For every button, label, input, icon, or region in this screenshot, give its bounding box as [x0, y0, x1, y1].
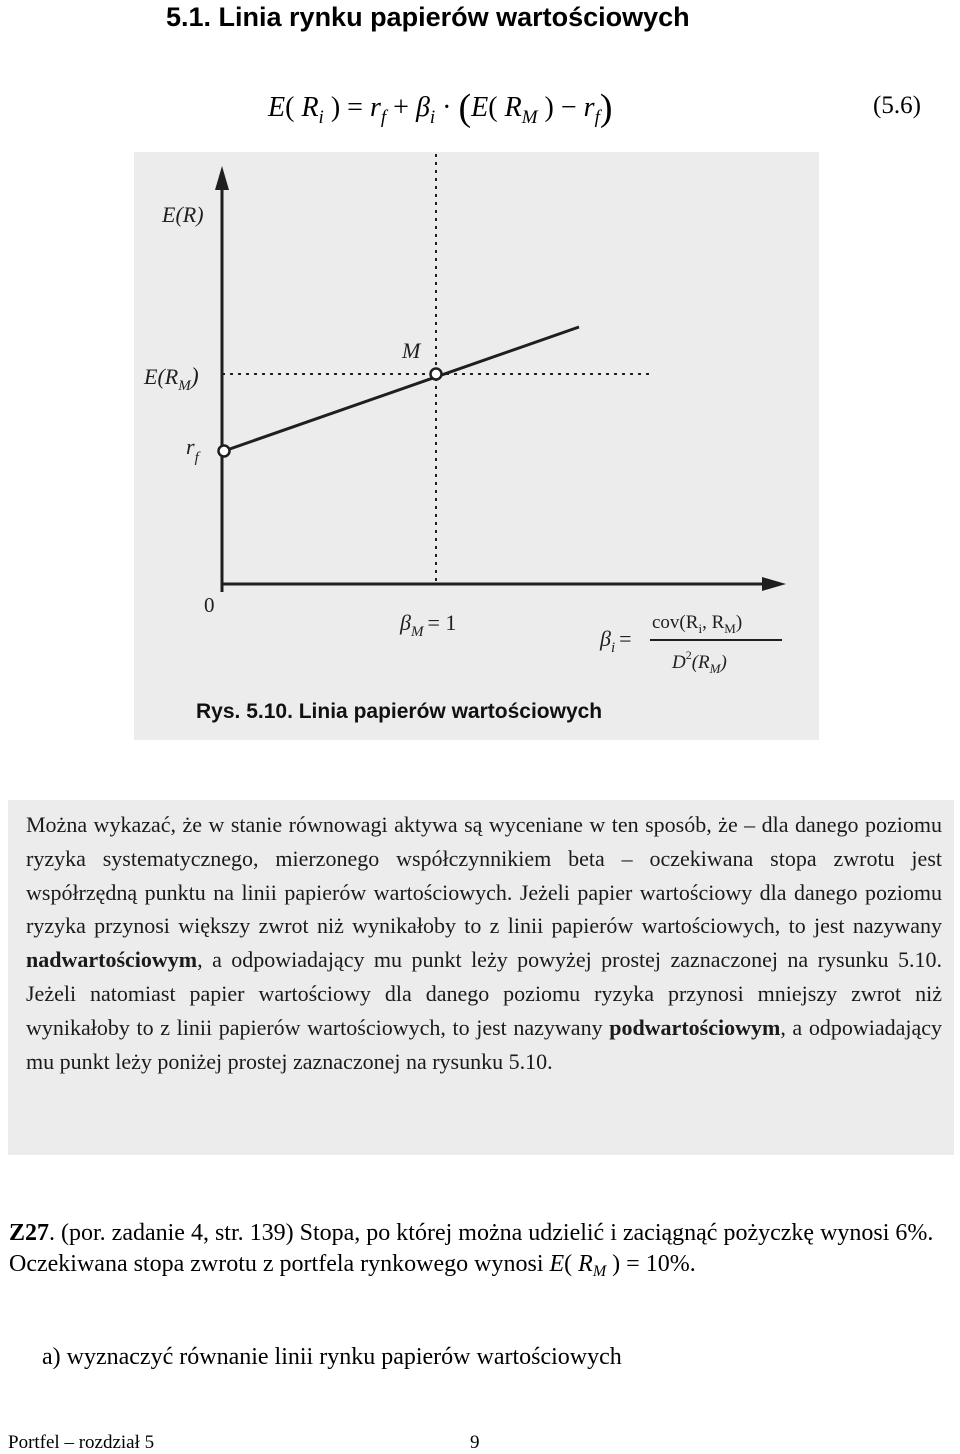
capm-equation: E( $R_i$ ) = $r_f + \beta_i \cdot (E$( $R_M$ ) − $r_f$)	[268, 87, 613, 129]
beta-i-numerator: $cov(R_i$, $R_M$)	[652, 612, 743, 636]
section-title: 5.1. Linia rynku papierów wartościowych	[166, 2, 690, 32]
y-axis-label: E(R)	[162, 202, 204, 227]
page-number: 9	[470, 1432, 480, 1453]
x-axis-arrow-icon	[762, 577, 786, 591]
rf-point	[219, 446, 230, 457]
market-point	[431, 369, 442, 380]
beta-i-label: $\beta_i$ =	[600, 626, 632, 656]
figure-scan	[134, 152, 819, 740]
textbook-excerpt	[8, 800, 954, 1155]
y-axis-arrow-icon	[215, 166, 229, 190]
sml-diagram	[134, 152, 819, 740]
subtask-a: a) wyznaczyć równanie linii rynku papierów wartościowych	[42, 1344, 622, 1370]
rf-label: $r_f$	[186, 434, 199, 466]
excerpt-paragraph: Można wykazać, że w stanie równowagi aktywa są wyceniane w ten sposób, że – dla danego poziomu ryzyka systematycznego, mierzonego współczynnikiem beta – oczekiwana stopa zwrotu jest współrzędną punktu na linii papierów wartościowych. Jeżeli papier wartościowy dla danego poziomu ryzyka przynosi większy zwrot niż wynikałoby to z linii papierów wartościowych, to jest nazywany nadwartościowym, a odpowiadający mu punkt leży powyżej prostej zaznaczonej na rysunku 5.10. Jeżeli natomiast papier wartościowy dla danego poziomu ryzyka przynosi mniejszy zwrot niż wynikałoby to z linii papierów wartościowych, to jest nazywany podwartościowym, a odpowiadający mu punkt leży poniżej prostej zaznaczonej na rysunku 5.10.	[26, 812, 942, 1074]
market-return-label: $E(R_M)$	[144, 364, 199, 394]
origin-label: 0	[204, 593, 215, 617]
figure-caption: Rys. 5.10. Linia papierów wartościowych	[196, 700, 603, 723]
beta-m-label: $\beta_M = 1$	[400, 610, 457, 640]
task-z27: Z27. (por. zadanie 4, str. 139) Stopa, po której można udzielić i zaciągnąć pożyczkę wynosi 6%. Oczekiwana stopa zwrotu z portfela rynkowego wynosi E( $R_M$ ) = 10%.	[9, 1220, 934, 1280]
equation-number: (5.6)	[873, 92, 921, 119]
beta-i-denominator: $D^2(R_M)$	[672, 648, 727, 676]
footer-chapter: Portfel – rozdział 5	[8, 1432, 155, 1453]
market-point-label: M	[402, 338, 421, 363]
